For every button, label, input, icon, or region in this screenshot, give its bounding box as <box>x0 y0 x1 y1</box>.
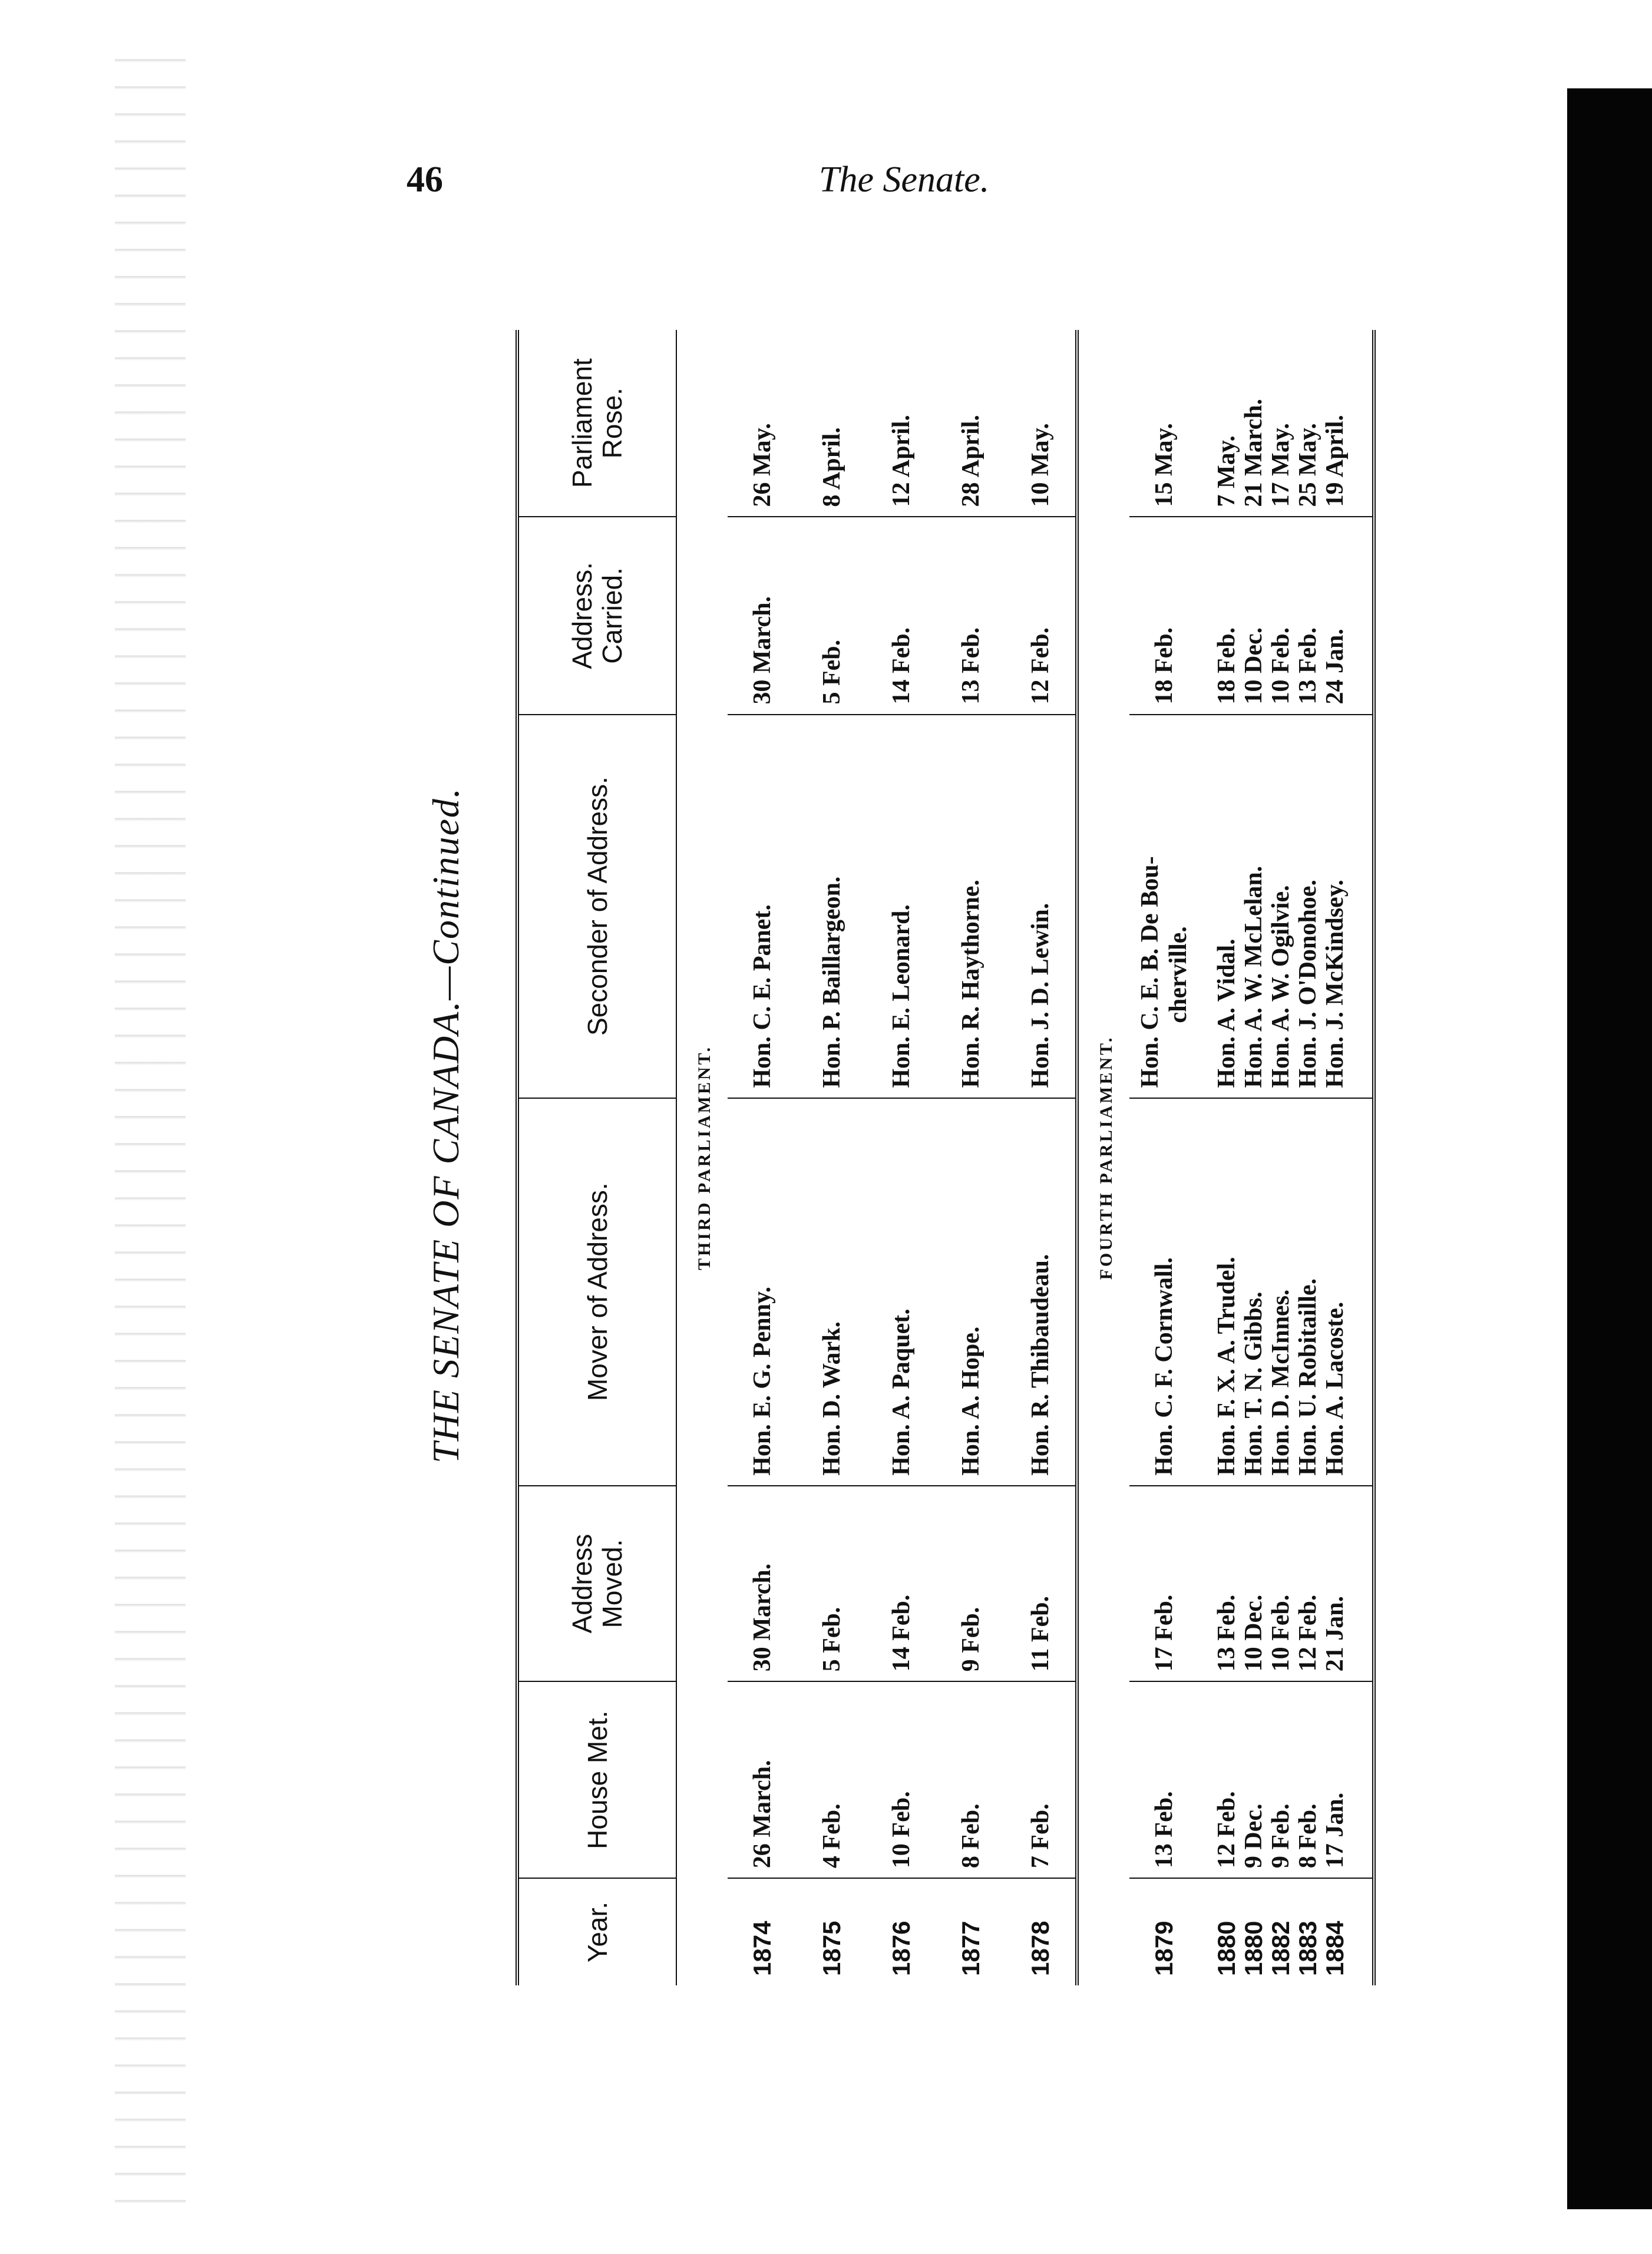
cell-year: 1876 <box>867 1878 936 1985</box>
cell-house-met: 7 Feb. <box>1006 1681 1077 1878</box>
table-row <box>797 330 867 1985</box>
cell-seconder: Hon. J. O'Donohoe. <box>1294 715 1321 1098</box>
cell-seconder: Hon. J. McKindsey. <box>1321 715 1374 1098</box>
page-title: THE SENATE OF CANADA.—Continued. <box>425 787 467 1463</box>
cell-parliament-rose: 12 April. <box>888 415 915 507</box>
header-address-moved: Address Moved. <box>517 1486 676 1682</box>
cell-seconder: Hon. P. Baillargeon. <box>797 715 867 1098</box>
cell-seconder <box>1129 715 1199 1098</box>
cell-parliament-rose: 26 May. <box>749 423 776 507</box>
cell-parliament-rose: 17 May. <box>1267 423 1294 507</box>
table-row <box>728 330 797 1985</box>
senate-addresses-table <box>516 330 1376 1985</box>
cell-seconder: Hon. E. Leonard. <box>867 715 936 1098</box>
cell-address-carried: 18 Feb. <box>1129 517 1199 714</box>
cell-address-moved: 5 Feb. <box>797 1486 867 1682</box>
cell-address-carried: 12 Feb. <box>1006 517 1077 714</box>
cell-house-met: 9 Dec. <box>1240 1681 1267 1878</box>
cell-parliament-rose: 25 May. <box>1294 423 1321 507</box>
cell-seconder: Hon. R. Haythorne. <box>936 715 1006 1098</box>
table-row <box>1267 330 1294 1985</box>
table-header-row <box>517 330 676 1985</box>
cell-house-met: 8 Feb. <box>936 1681 1006 1878</box>
cell-house-met: 12 Feb. <box>1199 1681 1240 1878</box>
table-row <box>1321 330 1374 1985</box>
cell-address-moved: 13 Feb. <box>1199 1486 1240 1682</box>
cell-mover: Hon. R. Thibaudeau. <box>1006 1098 1077 1486</box>
cell-seconder: Hon. A. Vidal. <box>1199 715 1240 1098</box>
cell-year: 1874 <box>728 1878 797 1985</box>
cell-house-met: 26 March. <box>728 1681 797 1878</box>
section-heading-row <box>1077 330 1129 1985</box>
cell-house-met: 9 Feb. <box>1267 1681 1294 1878</box>
cell-year: 1880 <box>1199 1878 1240 1985</box>
cell-address-carried: 5 Feb. <box>797 517 867 714</box>
cell-year: 1882 <box>1267 1878 1294 1985</box>
table-row <box>936 330 1006 1985</box>
running-head: The Senate. <box>819 160 990 200</box>
cell-mover: Hon. T. N. Gibbs. <box>1240 1098 1267 1486</box>
cell-parliament-rose: 21 March. <box>1240 398 1267 507</box>
section-title: FOURTH PARLIAMENT. <box>1077 330 1129 1985</box>
header-house-met: House Met. <box>517 1681 676 1878</box>
cell-address-carried: 13 Feb. <box>1294 517 1321 714</box>
cell-mover: Hon. A. Paquet. <box>867 1098 936 1486</box>
cell-mover: Hon. U. Robitaille. <box>1294 1098 1321 1486</box>
table-row <box>1294 330 1321 1985</box>
cell-address-moved: 17 Feb. <box>1129 1486 1199 1682</box>
cell-year: 1878 <box>1006 1878 1077 1985</box>
cell-parliament-rose: 10 May. <box>1027 423 1054 507</box>
cell-parliament-rose: 7 May. <box>1213 435 1240 507</box>
scan-margin-noise <box>115 35 186 2227</box>
cell-house-met: 4 Feb. <box>797 1681 867 1878</box>
header-seconder: Seconder of Address. <box>517 715 676 1098</box>
header-parliament-rose: Parliament Rose. <box>517 330 676 517</box>
cell-parliament-rose: 28 April. <box>957 415 984 507</box>
cell-address-carried: 18 Feb. <box>1199 517 1240 714</box>
cell-parliament-rose: 8 April. <box>818 427 845 507</box>
header-mover: Mover of Address. <box>517 1098 676 1486</box>
cell-address-moved: 14 Feb. <box>867 1486 936 1682</box>
cell-mover: Hon. D. McInnes. <box>1267 1098 1294 1486</box>
cell-mover: Hon. C. F. Cornwall. <box>1129 1098 1199 1486</box>
cell-year: 1883 <box>1294 1878 1321 1985</box>
cell-address-carried: 24 Jan. <box>1321 517 1374 714</box>
cell-address-moved: 11 Feb. <box>1006 1486 1077 1682</box>
cell-house-met: 8 Feb. <box>1294 1681 1321 1878</box>
cell-address-carried: 14 Feb. <box>867 517 936 714</box>
page-number: 46 <box>407 160 443 200</box>
cell-year: 1880 <box>1240 1878 1267 1985</box>
cell-address-moved: 10 Dec. <box>1240 1486 1267 1682</box>
cell-parliament-rose: 19 April. <box>1321 415 1349 507</box>
table-row <box>1006 330 1077 1985</box>
cell-house-met: 10 Feb. <box>867 1681 936 1878</box>
cell-address-carried: 10 Dec. <box>1240 517 1267 714</box>
cell-mover: Hon. F. X. A. Trudel. <box>1199 1098 1240 1486</box>
cell-mover: Hon. A. Hope. <box>936 1098 1006 1486</box>
cell-address-moved: 21 Jan. <box>1321 1486 1374 1682</box>
cell-seconder: Hon. C. E. Panet. <box>728 715 797 1098</box>
cell-seconder: Hon. A. W. Ogilvie. <box>1267 715 1294 1098</box>
header-year: Year. <box>517 1878 676 1985</box>
cell-address-carried: 30 March. <box>728 517 797 714</box>
cell-seconder: Hon. J. D. Lewin. <box>1006 715 1077 1098</box>
section-heading-row <box>676 330 728 1985</box>
cell-year: 1877 <box>936 1878 1006 1985</box>
cell-address-moved: 30 March. <box>728 1486 797 1682</box>
scan-edge-bar <box>1567 88 1652 2209</box>
cell-mover: Hon. D. Wark. <box>797 1098 867 1486</box>
seconder-continuation: cherville. <box>1165 926 1192 1023</box>
cell-mover: Hon. A. Lacoste. <box>1321 1098 1374 1486</box>
cell-house-met: 13 Feb. <box>1129 1681 1199 1878</box>
cell-year: 1879 <box>1129 1878 1199 1985</box>
seconder-line: Hon. C. E. B. De Bou- <box>1136 856 1164 1088</box>
rotated-table-block <box>424 242 1455 2009</box>
cell-year: 1875 <box>797 1878 867 1985</box>
cell-address-moved: 12 Feb. <box>1294 1486 1321 1682</box>
section-title: THIRD PARLIAMENT. <box>695 1045 714 1270</box>
cell-seconder: Hon. A. W. McLelan. <box>1240 715 1267 1098</box>
header-address-carried: Address. Carried. <box>517 517 676 714</box>
cell-parliament-rose: 15 May. <box>1151 423 1178 507</box>
cell-address-moved: 10 Feb. <box>1267 1486 1294 1682</box>
table-row <box>1199 330 1240 1985</box>
table-row <box>1129 330 1199 1985</box>
cell-address-carried: 10 Feb. <box>1267 517 1294 714</box>
table-row <box>1240 330 1267 1985</box>
cell-house-met: 17 Jan. <box>1321 1681 1374 1878</box>
cell-year: 1884 <box>1321 1878 1374 1985</box>
cell-address-carried: 13 Feb. <box>936 517 1006 714</box>
cell-address-moved: 9 Feb. <box>936 1486 1006 1682</box>
table-row <box>867 330 936 1985</box>
cell-mover: Hon. E. G. Penny. <box>728 1098 797 1486</box>
